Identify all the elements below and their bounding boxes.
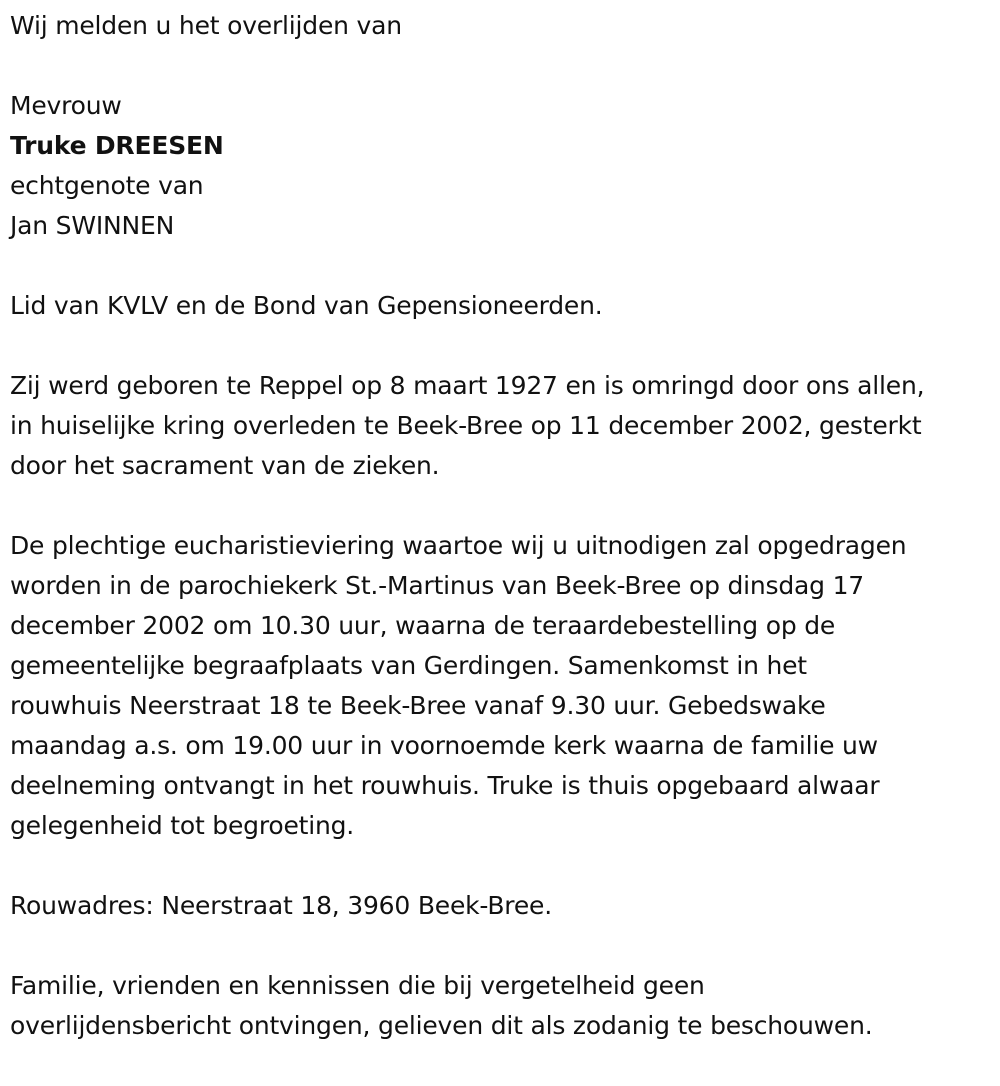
paragraph-line: in huiselijke kring overleden te Beek-Bree op 11 december 2002, gesterkt (10, 411, 922, 440)
spacer (10, 486, 995, 526)
paragraph-line: door het sacrament van de zieken. (10, 451, 440, 480)
paragraph-line: worden in de parochiekerk St.-Martinus van Beek-Bree op dinsdag 17 (10, 571, 864, 600)
obituary-notice (10, 0, 995, 1046)
closing-paragraph (10, 966, 995, 1046)
birth-death-paragraph (10, 366, 995, 486)
intro-line: Wij melden u het overlijden van (10, 11, 402, 40)
paragraph-line: rouwhuis Neerstraat 18 te Beek-Bree vanaf 9.30 uur. Gebedswake (10, 691, 826, 720)
membership-line: Lid van KVLV en de Bond van Gepensioneerden. (10, 291, 603, 320)
spacer (10, 846, 995, 886)
deceased-name: Truke DREESEN (10, 131, 224, 160)
paragraph-line: overlijdensbericht ontvingen, gelieven dit als zodanig te beschouwen. (10, 1011, 873, 1040)
paragraph-line: Zij werd geboren te Reppel op 8 maart 1927 en is omringd door ons allen, (10, 371, 925, 400)
paragraph-line: Familie, vrienden en kennissen die bij vergetelheid geen (10, 971, 705, 1000)
mourning-address: Rouwadres: Neerstraat 18, 3960 Beek-Bree. (10, 891, 552, 920)
spacer (10, 326, 995, 366)
spacer (10, 46, 995, 86)
paragraph-line: De plechtige eucharistieviering waartoe wij u uitnodigen zal opgedragen (10, 531, 907, 560)
relation-line: echtgenote van (10, 171, 204, 200)
paragraph-line: deelneming ontvangt in het rouwhuis. Truke is thuis opgebaard alwaar (10, 771, 880, 800)
salutation: Mevrouw (10, 91, 122, 120)
paragraph-line: maandag a.s. om 19.00 uur in voornoemde kerk waarna de familie uw (10, 731, 878, 760)
spouse-name: Jan SWINNEN (10, 211, 175, 240)
paragraph-line: gelegenheid tot begroeting. (10, 811, 355, 840)
paragraph-line: december 2002 om 10.30 uur, waarna de teraardebestelling op de (10, 611, 836, 640)
ceremony-paragraph (10, 526, 995, 846)
paragraph-line: gemeentelijke begraafplaats van Gerdingen. Samenkomst in het (10, 651, 807, 680)
spacer (10, 926, 995, 966)
spacer (10, 246, 995, 286)
